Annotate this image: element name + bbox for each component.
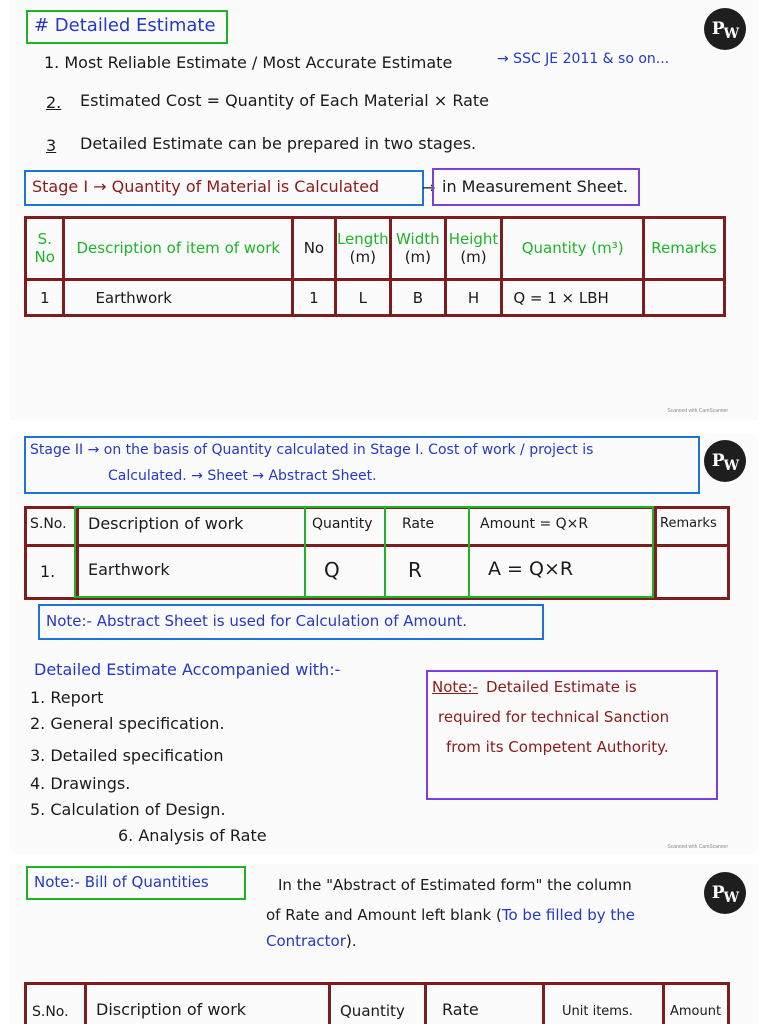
cell-description: Earthwork	[64, 280, 293, 316]
abstract-col-divider	[654, 506, 657, 600]
stage-1-arrow: →	[422, 178, 436, 197]
list-item: 4. Drawings.	[30, 774, 131, 793]
abstract-header-sno: S.No.	[30, 516, 67, 532]
list-item: 3. Detailed specification	[30, 746, 224, 765]
abstract-cell-description: Earthwork	[88, 560, 170, 579]
header-height: Height (m)	[445, 218, 502, 280]
header-length: Length (m)	[335, 218, 390, 280]
boq-header-quantity: Quantity	[340, 1002, 405, 1020]
scanned-watermark: Scanned with CamScanner	[667, 408, 728, 414]
abstract-header-remarks: Remarks	[660, 516, 717, 531]
list-item: 2. General specification.	[30, 714, 225, 733]
measurement-table	[24, 216, 726, 317]
point-2: Estimated Cost = Quantity of Each Material × Rate	[80, 91, 489, 110]
page-3	[10, 864, 758, 1024]
boq-title: Note:- Bill of Quantities	[34, 873, 209, 891]
boq-col-divider	[328, 982, 331, 1024]
boq-header-description: Discription of work	[96, 1000, 247, 1019]
page-title: # Detailed Estimate	[34, 15, 216, 36]
abstract-header-description: Description of work	[88, 514, 244, 533]
header-width: Width (m)	[391, 218, 446, 280]
boq-col-divider	[542, 982, 545, 1024]
stage-1-text: Stage I → Quantity of Material is Calculated	[32, 177, 380, 196]
abstract-cell-rate: R	[408, 558, 422, 582]
pw-logo-icon: P W	[704, 440, 746, 482]
header-remarks: Remarks	[644, 218, 725, 280]
abstract-cell-sno: 1.	[40, 562, 56, 581]
cell-sno: 1	[26, 280, 64, 316]
boq-text-line-2: of Rate and Amount left blank (To be filled by the	[266, 906, 636, 924]
accompanied-title: Detailed Estimate Accompanied with:-	[34, 660, 341, 679]
boq-header-unit: Unit items.	[562, 1004, 633, 1019]
abstract-header-quantity: Quantity	[312, 516, 373, 532]
boq-header-sno: S.No.	[32, 1004, 69, 1020]
note-2-line-3: from its Competent Authority.	[446, 738, 669, 756]
stage-2-text-line2: Calculated. → Sheet → Abstract Sheet.	[108, 468, 377, 484]
point-3-number: 3	[46, 136, 57, 155]
cell-height: H	[445, 280, 502, 316]
point-1: 1. Most Reliable Estimate / Most Accurate Estimate	[44, 53, 453, 72]
note-2-label: Note:-	[432, 678, 478, 696]
abstract-header-rate: Rate	[402, 516, 435, 532]
note-2-line-1: Detailed Estimate is	[486, 678, 637, 696]
point-2-number: 2.	[46, 93, 62, 112]
boq-col-divider	[662, 982, 665, 1024]
pw-logo-icon: P W	[704, 872, 746, 914]
point-1-ref: → SSC JE 2011 & so on...	[497, 51, 670, 67]
header-no: No	[293, 218, 336, 280]
note-2-line-2: required for technical Sanction	[438, 708, 670, 726]
abstract-cell-amount: A = Q×R	[488, 558, 574, 580]
boq-header-amount: Amount	[670, 1004, 722, 1019]
list-item: 1. Report	[30, 688, 104, 707]
stage-2-text: Stage II → on the basis of Quantity calculated in Stage I. Cost of work / project is	[30, 442, 594, 458]
pw-logo-icon: P W	[704, 8, 746, 50]
boq-text-line-3: Contractor).	[266, 932, 357, 950]
cell-width: B	[391, 280, 446, 316]
boq-text-line-1: In the "Abstract of Estimated form" the column	[278, 876, 632, 894]
abstract-cell-quantity: Q	[324, 558, 340, 582]
boq-col-divider	[424, 982, 427, 1024]
header-sno: S. No	[26, 218, 64, 280]
boq-col-divider	[84, 982, 87, 1024]
measurement-table-header	[26, 218, 725, 280]
page-1	[10, 0, 758, 420]
list-item: 6. Analysis of Rate	[118, 826, 267, 845]
list-item: 5. Calculation of Design.	[30, 800, 226, 819]
point-3: Detailed Estimate can be prepared in two stages.	[80, 134, 477, 153]
header-description: Description of item of work	[64, 218, 293, 280]
note-1: Note:- Abstract Sheet is used for Calculation of Amount.	[46, 612, 467, 630]
scanned-watermark: Scanned with CamScanner	[667, 844, 728, 850]
cell-length: L	[335, 280, 390, 316]
abstract-header-amount: Amount = Q×R	[480, 516, 589, 532]
header-quantity: Quantity (m³)	[502, 218, 644, 280]
page-2	[10, 434, 758, 854]
cell-remarks	[644, 280, 725, 316]
cell-no: 1	[293, 280, 336, 316]
measurement-sheet-label: in Measurement Sheet.	[442, 177, 628, 196]
cell-quantity: Q = 1 × LBH	[502, 280, 644, 316]
boq-header-rate: Rate	[442, 1000, 479, 1019]
table-row	[26, 280, 725, 316]
